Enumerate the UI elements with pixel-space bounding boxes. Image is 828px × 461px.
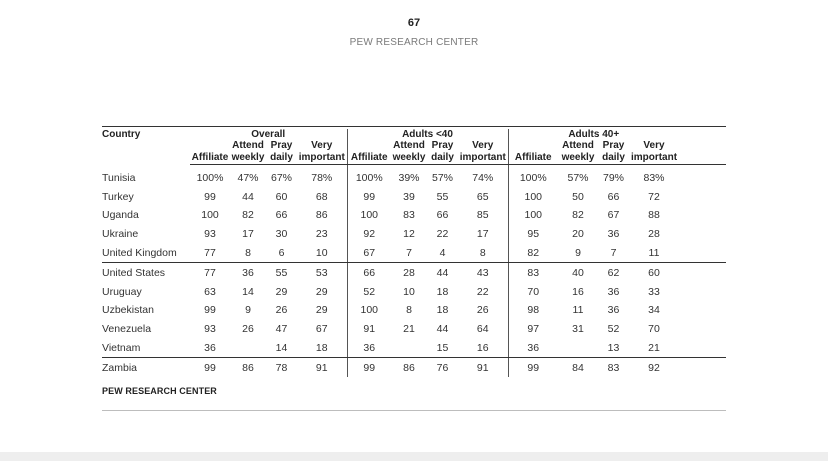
column-header-line1: Very <box>472 140 494 151</box>
table-cell: 36 <box>607 285 620 298</box>
table-cell: 86 <box>403 361 415 374</box>
country-name: United States <box>102 266 166 279</box>
table-cell: 100 <box>347 206 391 225</box>
table-cell: 21 <box>629 339 679 358</box>
table-cell: 20 <box>572 228 584 241</box>
table-cell: 100 <box>508 187 558 206</box>
table-cell: 100 <box>508 206 558 225</box>
column-header-line2: weekly <box>231 152 265 163</box>
page-number: 67 <box>407 17 421 29</box>
group-header: Adults <40 <box>347 129 508 140</box>
table-cell: 50 <box>572 190 584 203</box>
country-name: Vietnam <box>102 339 190 358</box>
table-cell: 91 <box>476 361 489 374</box>
bottom-rule <box>102 410 726 411</box>
column-header-row-1 <box>102 140 726 152</box>
table-cell: 92 <box>347 225 391 244</box>
table-cell: 60 <box>648 266 660 279</box>
religiosity-table <box>102 126 726 377</box>
table-cell: 36 <box>190 339 230 358</box>
table-cell <box>391 339 427 358</box>
column-header-line1 <box>347 140 391 152</box>
table-cell: 55 <box>275 266 288 279</box>
table-cell: 14 <box>242 285 254 298</box>
table-cell: 26 <box>476 304 489 317</box>
table-cell: 11 <box>572 304 584 317</box>
table-cell: 70 <box>508 282 558 301</box>
table-cell: 28 <box>403 266 415 279</box>
table-cell: 47% <box>237 172 259 185</box>
table-cell: 18 <box>436 285 449 298</box>
table-cell: 43 <box>476 266 489 279</box>
table-row <box>102 206 726 225</box>
table-cell: 66 <box>347 263 391 282</box>
table-cell: 36 <box>242 266 254 279</box>
table-cell: 36 <box>508 339 558 358</box>
table-cell: 26 <box>242 323 254 336</box>
table-cell: 8 <box>406 304 412 317</box>
table-cell: 77 <box>204 266 216 279</box>
column-header-line1: Pray <box>431 140 454 151</box>
table-cell: 91 <box>315 361 328 374</box>
table-cell: 29 <box>315 285 328 298</box>
table-cell: 14 <box>266 339 297 358</box>
table-cell <box>230 339 266 358</box>
table-cell: 13 <box>598 339 629 358</box>
table-cell: 31 <box>572 323 584 336</box>
table-cell: 44 <box>436 323 449 336</box>
table-row <box>102 187 726 206</box>
column-header-line1: Very <box>643 140 665 151</box>
column-header-line1: Very <box>311 140 333 151</box>
table-cell: 30 <box>275 228 288 241</box>
column-header-line1: Attend <box>562 140 594 151</box>
table-cell: 36 <box>347 339 391 358</box>
table-cell: 76 <box>436 361 449 374</box>
table-cell: 40 <box>572 266 584 279</box>
country-column-header: Country <box>102 129 141 140</box>
table-cell: 68 <box>315 190 328 203</box>
table-cell: 86 <box>242 361 254 374</box>
column-header-line2: daily <box>266 152 297 165</box>
table-cell: 18 <box>297 339 347 358</box>
column-header-row-2 <box>102 152 726 165</box>
table-cell: 100% <box>347 165 391 188</box>
column-header-line1: Pray <box>602 140 625 151</box>
table-cell: 18 <box>436 304 449 317</box>
table-cell: 52 <box>607 323 620 336</box>
country-name: Uruguay <box>102 285 142 298</box>
column-header-line1 <box>190 140 230 152</box>
table-cell: 72 <box>648 190 660 203</box>
table-cell: 11 <box>629 244 679 263</box>
table-cell: 15 <box>427 339 458 358</box>
source-note: PEW RESEARCH CENTER <box>102 386 217 396</box>
table-cell: 100% <box>508 165 558 188</box>
table-cell: 60 <box>275 190 288 203</box>
table-row <box>102 358 726 377</box>
table-cell: 34 <box>648 304 660 317</box>
country-name: Tunisia <box>102 171 136 184</box>
table-cell: 64 <box>476 323 489 336</box>
column-header-line1: Attend <box>232 140 264 151</box>
table-cell: 63 <box>204 285 216 298</box>
country-name: Zambia <box>102 361 138 374</box>
table-cell: 95 <box>508 225 558 244</box>
column-header-line2: Affiliate <box>191 152 229 163</box>
table-cell: 12 <box>403 228 415 241</box>
table-cell: 88 <box>648 209 660 222</box>
table-cell: 83 <box>607 361 620 374</box>
country-name: Turkey <box>102 190 134 203</box>
table-cell: 44 <box>242 190 254 203</box>
table-cell: 7 <box>391 244 427 263</box>
country-name: Venezuela <box>102 323 152 336</box>
table-cell: 100 <box>347 301 391 320</box>
table-row <box>102 244 726 263</box>
table-cell: 57% <box>431 172 453 185</box>
table-cell: 93 <box>204 228 216 241</box>
group-header-row <box>102 129 726 140</box>
table-cell: 83 <box>508 263 558 282</box>
table-cell: 79% <box>602 172 624 185</box>
table-cell: 82 <box>242 209 254 222</box>
table-cell: 6 <box>266 244 297 263</box>
table-cell: 93 <box>204 323 216 336</box>
column-header-line2: daily <box>598 152 629 165</box>
table-cell: 22 <box>436 228 449 241</box>
table-cell: 22 <box>476 285 489 298</box>
column-header-line2: important <box>297 152 347 165</box>
column-header-line2: Affiliate <box>347 152 391 165</box>
table-cell: 84 <box>572 361 584 374</box>
table-cell: 52 <box>347 282 391 301</box>
table-cell: 67 <box>315 323 328 336</box>
table-cell: 100% <box>196 172 224 185</box>
table-cell: 70 <box>648 323 660 336</box>
table-cell: 66 <box>607 190 620 203</box>
table-cell: 39% <box>398 172 420 185</box>
table-cell: 99 <box>347 358 391 377</box>
table-cell: 85 <box>476 209 489 222</box>
table-cell: 78% <box>311 172 333 185</box>
column-header-line2: daily <box>427 152 458 165</box>
table-cell: 26 <box>275 304 288 317</box>
table-cell: 17 <box>476 228 489 241</box>
page-header-publisher: PEW RESEARCH CENTER <box>349 37 479 48</box>
table-cell: 33 <box>648 285 660 298</box>
table-cell: 4 <box>427 244 458 263</box>
column-header-line1: Pray <box>270 140 293 151</box>
table-cell: 92 <box>648 361 660 374</box>
table-cell: 67 <box>347 244 391 263</box>
table-cell: 100 <box>201 209 219 222</box>
table-cell: 82 <box>508 244 558 263</box>
table-cell: 83 <box>403 209 415 222</box>
country-name: United Kingdom <box>102 244 190 263</box>
table-cell: 91 <box>347 320 391 339</box>
table-row <box>102 263 726 282</box>
table-row <box>102 225 726 244</box>
table-cell: 74% <box>472 172 494 185</box>
table-cell <box>558 339 598 358</box>
table-cell: 67% <box>270 172 292 185</box>
table-cell: 10 <box>403 285 415 298</box>
table-cell: 66 <box>275 209 288 222</box>
table-cell: 9 <box>558 244 598 263</box>
column-header-line2: weekly <box>558 152 598 165</box>
table-row <box>102 282 726 301</box>
table-cell: 8 <box>230 244 266 263</box>
data-table-container <box>102 126 726 377</box>
table-cell: 57% <box>567 172 589 185</box>
column-header-line1: Attend <box>393 140 425 151</box>
column-header-line2: weekly <box>392 152 426 163</box>
table-row <box>102 320 726 339</box>
table-cell: 17 <box>242 228 254 241</box>
column-header-line2: important <box>458 152 508 165</box>
column-header-line2: Affiliate <box>508 152 558 165</box>
column-header-line2: important <box>630 152 678 163</box>
table-cell: 99 <box>204 190 216 203</box>
table-cell: 36 <box>607 228 620 241</box>
table-cell: 99 <box>347 187 391 206</box>
table-cell: 10 <box>297 244 347 263</box>
table-cell: 78 <box>275 361 288 374</box>
table-cell: 55 <box>436 190 449 203</box>
table-cell: 8 <box>458 244 508 263</box>
table-cell: 77 <box>190 244 230 263</box>
table-cell: 16 <box>458 339 508 358</box>
country-name: Uzbekistan <box>102 304 154 317</box>
table-cell: 62 <box>607 266 620 279</box>
table-row <box>102 165 726 188</box>
table-cell: 99 <box>508 358 558 377</box>
table-cell: 86 <box>315 209 328 222</box>
table-cell: 83% <box>643 172 665 185</box>
country-name: Ukraine <box>102 228 139 241</box>
table-cell: 99 <box>204 361 216 374</box>
table-cell: 39 <box>403 190 415 203</box>
table-cell: 23 <box>315 228 328 241</box>
table-cell: 16 <box>572 285 584 298</box>
country-name: Uganda <box>102 209 139 222</box>
table-cell: 29 <box>315 304 328 317</box>
column-header-line1 <box>508 140 558 152</box>
table-cell: 53 <box>315 266 328 279</box>
table-cell: 66 <box>436 209 449 222</box>
table-cell: 97 <box>508 320 558 339</box>
table-cell: 98 <box>508 301 558 320</box>
table-cell: 9 <box>245 304 251 317</box>
group-header: Adults 40+ <box>508 129 679 140</box>
table-cell: 29 <box>275 285 288 298</box>
table-cell: 36 <box>607 304 620 317</box>
group-header: Overall <box>251 129 286 140</box>
table-cell: 99 <box>204 304 216 317</box>
table-row <box>102 339 726 358</box>
table-cell: 44 <box>436 266 449 279</box>
table-row <box>102 301 726 320</box>
table-cell: 67 <box>607 209 620 222</box>
table-cell: 65 <box>476 190 489 203</box>
table-cell: 82 <box>572 209 584 222</box>
table-cell: 47 <box>275 323 288 336</box>
table-cell: 21 <box>403 323 415 336</box>
table-cell: 28 <box>648 228 660 241</box>
table-cell: 7 <box>598 244 629 263</box>
